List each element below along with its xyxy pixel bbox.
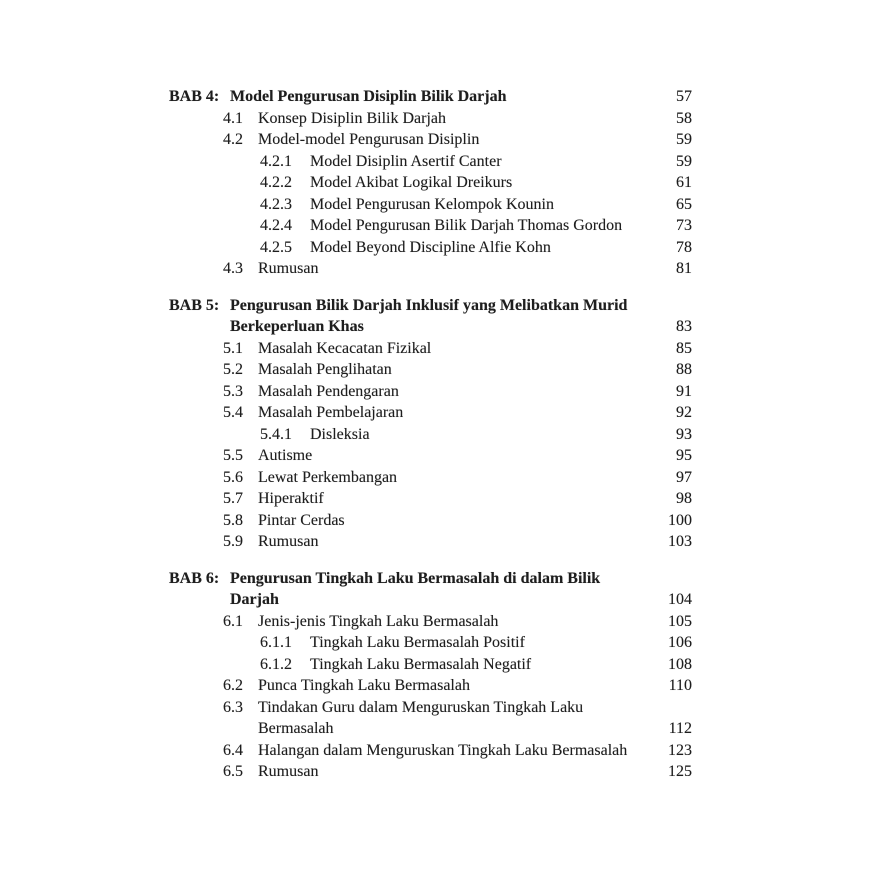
chapter-bab-5 <box>169 295 692 553</box>
toc-entry-row <box>169 424 692 446</box>
entry-number: 6.2 <box>223 677 243 694</box>
chapter-label: BAB 5: <box>169 296 220 314</box>
chapter-bab-4 <box>169 86 692 280</box>
entry-title: Pintar Cerdas <box>258 511 345 529</box>
toc-entry-row <box>169 488 692 510</box>
entry-number: 5.4.1 <box>260 425 292 443</box>
toc-entry-row <box>169 697 692 719</box>
entry-number: 6.4 <box>223 741 243 759</box>
entry-number: 4.2.1 <box>260 152 292 170</box>
entry-page-number: 106 <box>668 634 692 651</box>
entry-number: 5.3 <box>223 382 243 400</box>
entry-page-number: 110 <box>668 677 692 694</box>
entry-number: 6.1.2 <box>260 655 292 673</box>
entry-number: 4.3 <box>223 260 243 277</box>
entry-number: 4.2.4 <box>260 217 292 234</box>
entry-page-number: 112 <box>668 720 692 737</box>
entry-page-number: 92 <box>676 404 692 421</box>
toc-entry-continuation-row <box>169 718 692 740</box>
chapter-label: BAB 4: <box>169 88 220 105</box>
entry-title: Masalah Kecacatan Fizikal <box>258 339 432 357</box>
entry-title: Lewat Perkembangan <box>258 468 398 486</box>
entry-title: Model Pengurusan Bilik Darjah Thomas Gordon <box>310 217 623 234</box>
entry-page-number: 103 <box>668 533 692 550</box>
toc-entry-row <box>169 761 692 783</box>
entry-title: Model-model Pengurusan Disiplin <box>258 131 480 148</box>
entry-page-number: 78 <box>676 238 692 256</box>
toc-entry-row <box>169 445 692 467</box>
toc-entry-row <box>169 338 692 360</box>
entry-title-line2: Bermasalah <box>258 720 334 737</box>
chapter-heading-row <box>169 86 692 108</box>
entry-title: Halangan dalam Menguruskan Tingkah Laku Bermasalah <box>258 741 628 759</box>
chapter-heading-row <box>169 568 692 590</box>
entry-title: Model Pengurusan Kelompok Kounin <box>310 195 554 213</box>
entry-title: Masalah Penglihatan <box>258 361 392 378</box>
entry-title: Masalah Pendengaran <box>258 382 399 400</box>
chapter-heading-row <box>169 295 692 317</box>
toc-entry-row <box>169 381 692 403</box>
chapter-title: Model Pengurusan Disiplin Bilik Darjah <box>230 88 507 105</box>
toc-entry-row <box>169 675 692 697</box>
entry-page-number: 123 <box>668 741 692 759</box>
chapter-title-line2: Berkeperluan Khas <box>230 318 364 335</box>
entry-number: 5.6 <box>223 468 243 486</box>
chapter-heading-continuation-row <box>169 589 692 611</box>
chapter-title-line1: Pengurusan Tingkah Laku Bermasalah di dalam Bilik <box>230 569 601 587</box>
toc-entry-row <box>169 632 692 654</box>
entry-page-number: 125 <box>668 763 692 780</box>
entry-title: Punca Tingkah Laku Bermasalah <box>258 677 470 694</box>
entry-page-number: 65 <box>676 195 692 213</box>
toc-entry-row <box>169 611 692 633</box>
entry-title: Masalah Pembelajaran <box>258 404 404 421</box>
toc-entry-row <box>169 108 692 130</box>
entry-title: Autisme <box>258 447 313 464</box>
entry-number: 6.3 <box>223 698 243 716</box>
entry-number: 5.1 <box>223 339 243 357</box>
entry-page-number: 93 <box>676 425 692 443</box>
entry-title: Rumusan <box>258 763 319 780</box>
entry-title: Tingkah Laku Bermasalah Negatif <box>310 655 532 673</box>
toc-entry-row <box>169 531 692 553</box>
toc-entry-row <box>169 359 692 381</box>
entry-page-number: 59 <box>676 152 692 170</box>
entry-page-number: 91 <box>676 382 692 400</box>
entry-page-number: 88 <box>676 361 692 378</box>
entry-number: 5.9 <box>223 533 243 550</box>
entry-number: 5.4 <box>223 404 243 421</box>
entry-page-number: 85 <box>676 339 692 357</box>
entry-title: Rumusan <box>258 533 319 550</box>
entry-page-number: 61 <box>676 174 692 191</box>
entry-page-number: 81 <box>676 260 692 277</box>
entry-title-line1: Tindakan Guru dalam Menguruskan Tingkah Laku <box>258 698 584 716</box>
entry-number: 4.2.5 <box>260 238 292 256</box>
entry-page-number: 58 <box>676 109 692 127</box>
chapter-label: BAB 6: <box>169 569 220 587</box>
entry-number: 4.2.2 <box>260 174 292 191</box>
entry-page-number: 73 <box>676 217 692 234</box>
toc-entry-row <box>169 215 692 237</box>
entry-page-number: 59 <box>676 131 692 148</box>
entry-title: Model Disiplin Asertif Canter <box>310 152 502 170</box>
entry-page-number: 100 <box>668 511 692 529</box>
toc-entry-row <box>169 258 692 280</box>
table-of-contents <box>169 86 692 783</box>
toc-entry-row <box>169 510 692 532</box>
entry-title: Konsep Disiplin Bilik Darjah <box>258 109 446 127</box>
entry-title: Tingkah Laku Bermasalah Positif <box>310 634 525 651</box>
entry-title: Hiperaktif <box>258 490 324 507</box>
entry-page-number: 105 <box>668 612 692 630</box>
chapter-page-number: 104 <box>668 591 692 608</box>
entry-title: Model Beyond Discipline Alfie Kohn <box>310 238 551 256</box>
entry-number: 4.2.3 <box>260 195 292 213</box>
entry-number: 5.7 <box>223 490 243 507</box>
chapter-bab-6 <box>169 568 692 783</box>
chapter-title-line2: Darjah <box>230 591 279 608</box>
entry-number: 4.2 <box>223 131 243 148</box>
toc-entry-row <box>169 467 692 489</box>
toc-entry-row <box>169 172 692 194</box>
entry-number: 5.2 <box>223 361 243 378</box>
toc-entry-row <box>169 237 692 259</box>
entry-page-number: 98 <box>676 490 692 507</box>
toc-entry-row <box>169 740 692 762</box>
entry-number: 6.1 <box>223 612 243 630</box>
toc-entry-row <box>169 151 692 173</box>
entry-number: 6.1.1 <box>260 634 292 651</box>
chapter-title-line1: Pengurusan Bilik Darjah Inklusif yang Melibatkan Murid <box>230 296 628 314</box>
entry-page-number: 108 <box>668 655 692 673</box>
entry-page-number: 97 <box>676 468 692 486</box>
entry-number: 6.5 <box>223 763 243 780</box>
entry-number: 5.8 <box>223 511 243 529</box>
chapter-page-number: 83 <box>676 318 692 335</box>
entry-number: 5.5 <box>223 447 243 464</box>
entry-title: Disleksia <box>310 425 370 443</box>
entry-title: Rumusan <box>258 260 319 277</box>
toc-entry-row <box>169 129 692 151</box>
toc-entry-row <box>169 654 692 676</box>
entry-title: Jenis-jenis Tingkah Laku Bermasalah <box>258 612 499 630</box>
entry-number: 4.1 <box>223 109 243 127</box>
toc-entry-row <box>169 402 692 424</box>
chapter-page-number: 57 <box>676 88 692 105</box>
toc-entry-row <box>169 194 692 216</box>
chapter-heading-continuation-row <box>169 316 692 338</box>
entry-title: Model Akibat Logikal Dreikurs <box>310 174 513 191</box>
entry-page-number: 95 <box>676 447 692 464</box>
